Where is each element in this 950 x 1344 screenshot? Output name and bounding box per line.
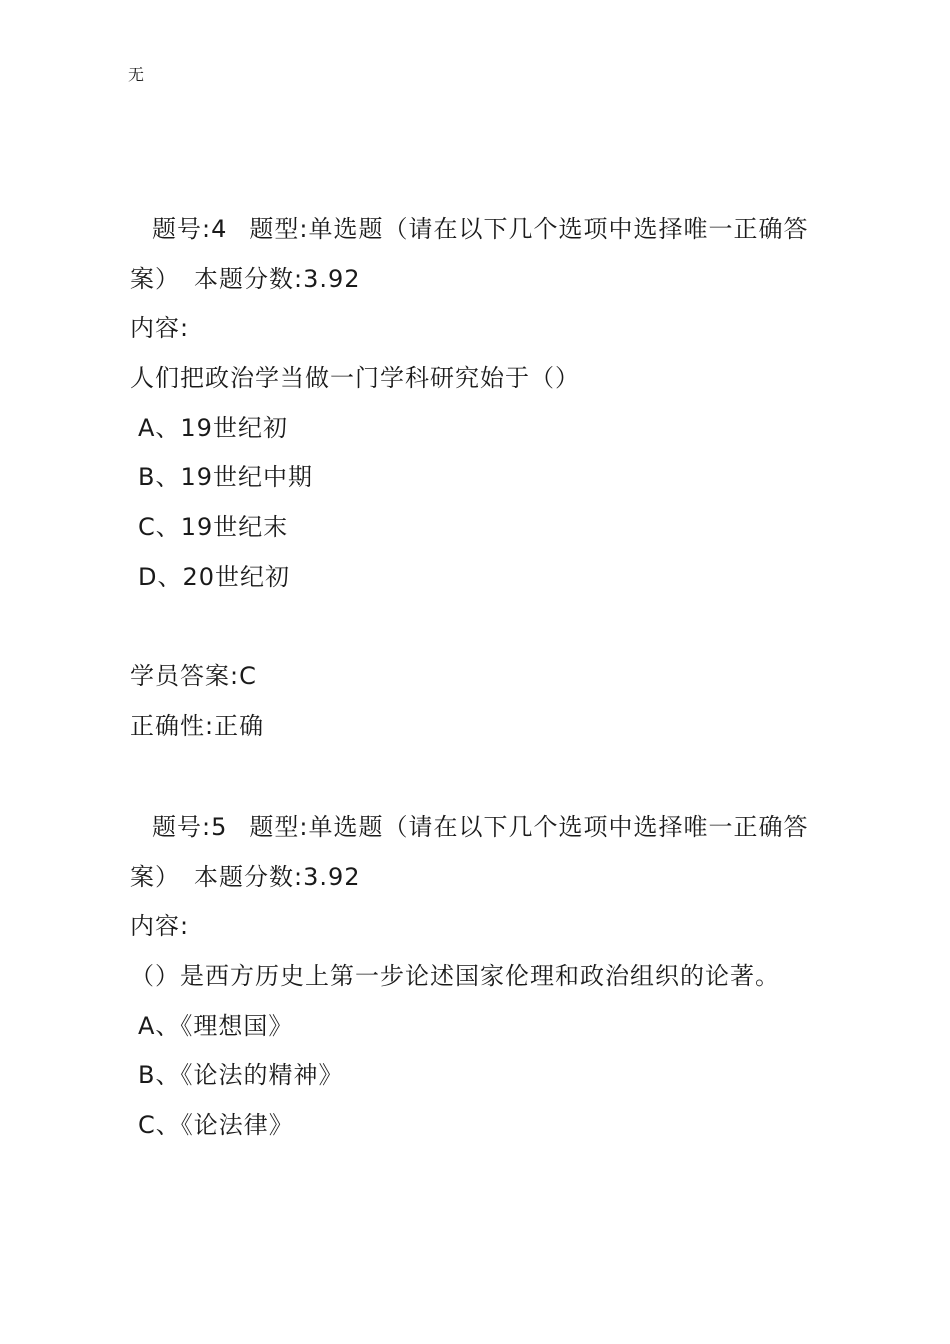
- option-b: B、19世纪中期: [138, 463, 314, 492]
- question-type: 题型:单选题（请在以下几个选项中选择唯一正确答: [249, 813, 809, 841]
- question-score: 本题分数:3.92: [194, 862, 361, 891]
- question-type-cont: 案）: [130, 862, 180, 891]
- content-label: 内容:: [130, 314, 190, 343]
- option-a: A、19世纪初: [138, 413, 288, 442]
- correctness: 正确性:正确: [130, 711, 265, 740]
- question-stem: 人们把政治学当做一门学科研究始于（）: [130, 364, 580, 393]
- question-block: [130, 205, 850, 752]
- option-b: B、《论法的精神》: [138, 1061, 344, 1090]
- student-answer: 学员答案:C: [130, 662, 257, 691]
- question-header: [130, 803, 850, 853]
- content-label: 内容:: [130, 912, 190, 941]
- question-score: 本题分数:3.92: [194, 264, 361, 293]
- question-type-cont: 案）: [130, 264, 180, 293]
- question-type: 题型:单选题（请在以下几个选项中选择唯一正确答: [249, 215, 809, 243]
- question-header-cont: [130, 853, 850, 903]
- option-d: D、20世纪初: [138, 562, 291, 591]
- option-c: C、《论法律》: [138, 1111, 294, 1140]
- question-stem: （）是西方历史上第一步论述国家伦理和政治组织的论著。: [130, 962, 780, 991]
- option-a: A、《理想国》: [138, 1011, 294, 1040]
- question-number: 题号:4: [152, 215, 228, 243]
- option-c: C、19世纪末: [138, 513, 289, 542]
- question-block: [130, 803, 850, 1151]
- top-note: 无: [128, 65, 145, 84]
- question-number: 题号:5: [152, 813, 228, 841]
- question-header-cont: [130, 255, 850, 305]
- question-header: [130, 205, 850, 255]
